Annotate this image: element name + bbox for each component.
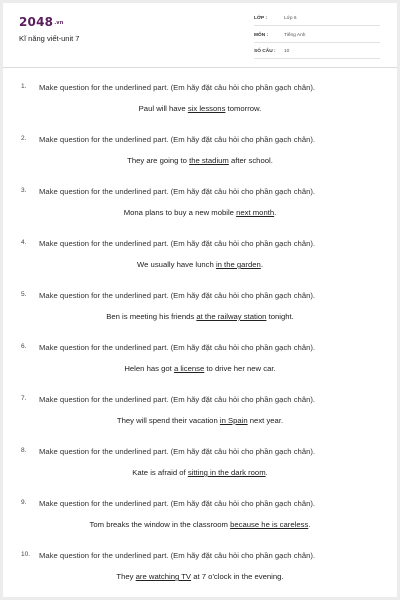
meta-value: Lớp 6 [284, 16, 297, 21]
underlined-part: sitting in the dark room [187, 468, 266, 477]
underlined-part: in the garden [215, 260, 261, 269]
sentence-start: Mona plans to buy a new mobile [123, 208, 237, 217]
question-sentence [3, 104, 397, 113]
meta-value: 10 [284, 49, 290, 54]
meta-row-subject [254, 29, 380, 43]
question-prompt: Make question for the underlined part. (Em hãy đặt câu hỏi cho phần gạch chân). [39, 551, 316, 560]
meta-label: MÔN : [254, 33, 269, 38]
question-sentence [3, 364, 397, 373]
meta-label: SỐ CÂU : [254, 49, 276, 54]
question-number: 1. [21, 83, 27, 90]
question-number: 10. [21, 551, 31, 558]
question-item [3, 187, 397, 239]
sentence-end: at 7 o'clock in the evening. [191, 572, 284, 581]
question-sentence [3, 416, 397, 425]
worksheet-page [3, 3, 397, 597]
question-sentence [3, 572, 397, 581]
underlined-part: at the railway station [196, 312, 267, 321]
meta-row-count [254, 45, 380, 59]
sentence-start: Paul will have [138, 104, 188, 113]
question-number: 4. [21, 239, 27, 246]
sentence-end: . [274, 208, 277, 217]
question-number: 7. [21, 395, 27, 402]
question-number: 2. [21, 135, 27, 142]
question-number: 6. [21, 343, 27, 350]
question-prompt: Make question for the underlined part. (Em hãy đặt câu hỏi cho phần gạch chân). [39, 83, 316, 92]
question-prompt: Make question for the underlined part. (Em hãy đặt câu hỏi cho phần gạch chân). [39, 343, 316, 352]
question-prompt: Make question for the underlined part. (Em hãy đặt câu hỏi cho phần gạch chân). [39, 395, 316, 404]
question-prompt: Make question for the underlined part. (Em hãy đặt câu hỏi cho phần gạch chân). [39, 291, 316, 300]
question-item [3, 135, 397, 187]
question-number: 8. [21, 447, 27, 454]
question-sentence [3, 312, 397, 321]
sentence-end: . [265, 468, 268, 477]
worksheet-header [3, 3, 397, 67]
question-item [3, 343, 397, 395]
sentence-end: tomorrow. [225, 104, 262, 113]
question-sentence [3, 520, 397, 529]
underlined-part: the stadium [189, 156, 229, 165]
meta-label: LỚP : [254, 16, 268, 21]
question-number: 3. [21, 187, 27, 194]
question-number: 5. [21, 291, 27, 298]
question-prompt: Make question for the underlined part. (Em hãy đặt câu hỏi cho phần gạch chân). [39, 187, 316, 196]
question-item [3, 83, 397, 135]
underlined-part: are watching TV [135, 572, 192, 581]
question-number: 9. [21, 499, 27, 506]
question-prompt: Make question for the underlined part. (Em hãy đặt câu hỏi cho phần gạch chân). [39, 239, 316, 248]
question-prompt: Make question for the underlined part. (Em hãy đặt câu hỏi cho phần gạch chân). [39, 135, 316, 144]
question-item [3, 291, 397, 343]
sentence-start: Tom breaks the window in the classroom [89, 520, 231, 529]
site-logo[interactable] [19, 15, 64, 29]
underlined-part: next month [236, 208, 275, 217]
question-item [3, 447, 397, 499]
question-sentence [3, 208, 397, 217]
logo-suffix: .vn [54, 20, 64, 26]
sentence-end: after school. [228, 156, 273, 165]
underlined-part: because he is careless [230, 520, 309, 529]
sentence-start: They will spend their vacation [116, 416, 220, 425]
sentence-start: They [116, 572, 136, 581]
logo-text: 2048 [19, 15, 54, 29]
sentence-end: . [308, 520, 311, 529]
sentence-end: . [260, 260, 263, 269]
underlined-part: a license [173, 364, 205, 373]
sentence-start: Kate is afraid of [132, 468, 188, 477]
question-item [3, 239, 397, 291]
underlined-part: six lessons [187, 104, 226, 113]
meta-value: Tiếng Anh [284, 33, 306, 38]
underlined-part: in Spain [219, 416, 248, 425]
sentence-start: Helen has got [124, 364, 174, 373]
question-prompt: Make question for the underlined part. (Em hãy đặt câu hỏi cho phần gạch chân). [39, 447, 316, 456]
question-sentence [3, 156, 397, 165]
worksheet-title: Kĩ năng viết-unit 7 [19, 34, 80, 43]
meta-row-class [254, 12, 380, 26]
question-item [3, 499, 397, 551]
sentence-start: Ben is meeting his friends [106, 312, 197, 321]
question-prompt: Make question for the underlined part. (Em hãy đặt câu hỏi cho phần gạch chân). [39, 499, 316, 508]
question-item [3, 551, 397, 600]
sentence-end: tonight. [266, 312, 294, 321]
question-sentence [3, 260, 397, 269]
sentence-end: next year. [247, 416, 284, 425]
header-divider [3, 67, 397, 68]
question-sentence [3, 468, 397, 477]
sentence-start: They are going to [127, 156, 190, 165]
question-item [3, 395, 397, 447]
sentence-end: to drive her new car. [204, 364, 276, 373]
sentence-start: We usually have lunch [137, 260, 216, 269]
